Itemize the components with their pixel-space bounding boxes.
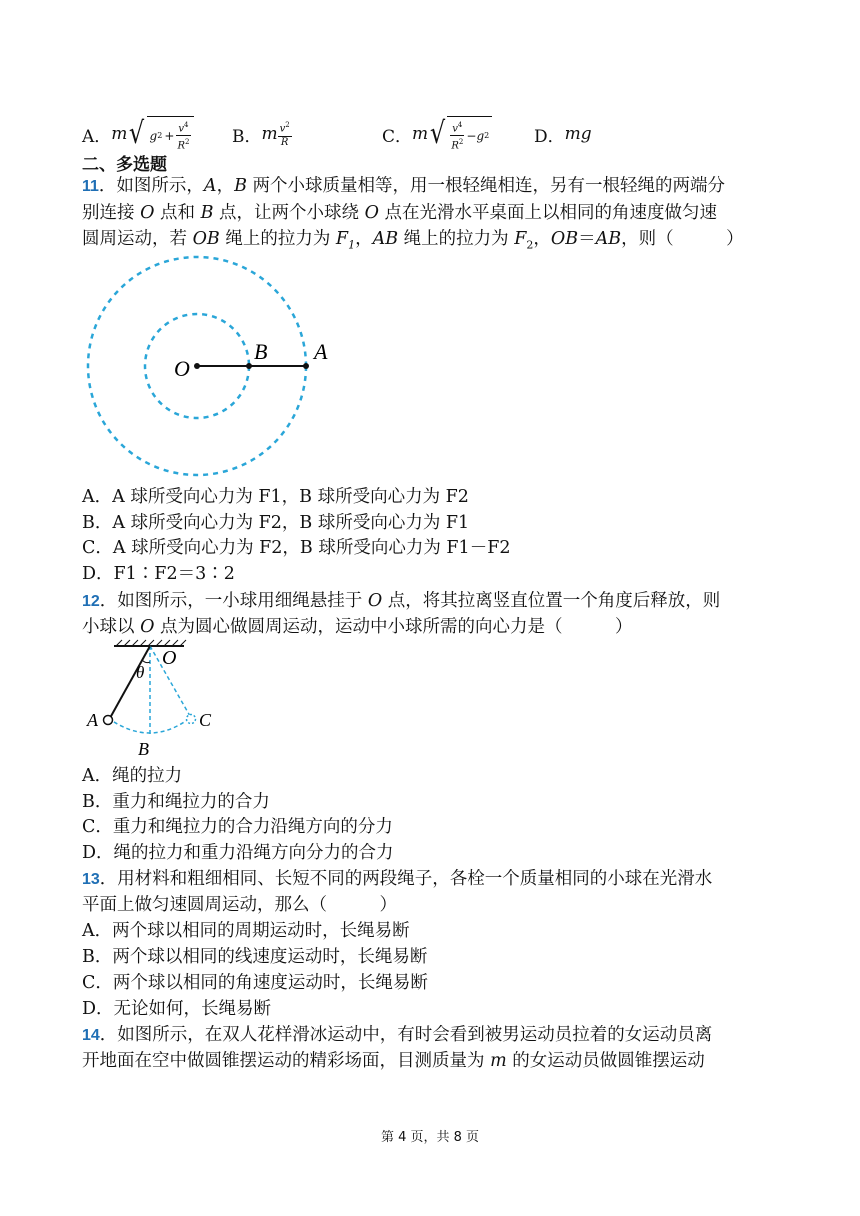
label-b: B bbox=[254, 339, 268, 364]
option-label: A． bbox=[82, 126, 112, 147]
q12-option-d: D．绳的拉力和重力沿绳方向分力的合力 bbox=[82, 843, 394, 863]
label-a: A bbox=[87, 710, 98, 730]
q11-option-b: B．A 球所受向心力为 F2，B 球所受向心力为 F1 bbox=[82, 513, 470, 533]
fraction: $\frac{v^4}{R^2}$ bbox=[451, 120, 464, 152]
q13-option-d: D．无论如何，长绳易断 bbox=[82, 999, 272, 1019]
q10-options bbox=[82, 112, 802, 156]
question-number: 11 bbox=[82, 178, 99, 195]
q13-option-b: B．两个球以相同的线速度运动时，长绳易断 bbox=[82, 947, 428, 967]
label-b: B bbox=[138, 739, 149, 759]
ball-a bbox=[104, 716, 113, 725]
sqrt-expression bbox=[127, 116, 193, 153]
rope-line bbox=[110, 646, 150, 718]
q12-stem-line-2: 小球以 O 点为圆心做圆周运动，运动中小球所需的向心力是（ ） bbox=[82, 617, 633, 637]
question-number: 12 bbox=[82, 593, 100, 610]
option-label: B． bbox=[232, 126, 262, 147]
radicand: g 2 + $\frac{v^4}{R^2}$ bbox=[147, 116, 194, 153]
fraction: $\frac{v^2}{R}$ bbox=[279, 121, 290, 148]
q11-option-a: A．A 球所受向心力为 F1，B 球所受向心力为 F2 bbox=[82, 487, 469, 507]
q11-stem-line-3: 圆周运动，若 OB 绳上的拉力为 $F_1$，AB 绳上的拉力为 $F_2$，OB＝AB，则（ ） bbox=[82, 229, 744, 252]
q13-stem-line-2: 平面上做匀速圆周运动，那么（ ） bbox=[82, 895, 397, 915]
q12-option-a: A．绳的拉力 bbox=[82, 766, 183, 786]
q12-option-c: C．重力和绳拉力的合力沿绳方向的分力 bbox=[82, 817, 393, 837]
q13-stem-line-1: 13．用材料和粗细相同、长短不同的两段绳子，各栓一个质量相同的小球在光滑水 bbox=[82, 869, 713, 889]
radicand: $\frac{v^4}{R^2}$ −g 2 bbox=[447, 116, 492, 153]
option-label: C． bbox=[382, 126, 413, 147]
q11-stem-line-1: 11．如图所示，A，B 两个小球质量相等，用一根轻绳相连，另有一根轻绳的两端分 bbox=[82, 176, 725, 196]
q11-option-c: C．A 球所受向心力为 F2，B 球所受向心力为 F1－F2 bbox=[82, 538, 511, 558]
fraction: $\frac{v^4}{R^2}$ bbox=[177, 120, 190, 152]
q12-stem-line-1: 12．如图所示，一小球用细绳悬挂于 O 点，将其拉离竖直位置一个角度后释放，则 bbox=[82, 591, 721, 611]
label-a: A bbox=[314, 339, 328, 364]
q10-option-d: D． mg bbox=[534, 112, 592, 156]
ball-a bbox=[303, 363, 309, 369]
section-title: 二、多选题 bbox=[82, 155, 167, 175]
q10-option-b: B． m $\frac{v^2}{R}$ bbox=[232, 121, 290, 148]
ball-c bbox=[187, 715, 196, 724]
q13-option-a: A．两个球以相同的周期运动时，长绳易断 bbox=[82, 921, 410, 941]
q12-option-b: B．重力和绳拉力的合力 bbox=[82, 792, 270, 812]
arc-path bbox=[108, 718, 190, 733]
label-o: O bbox=[174, 356, 190, 381]
point-o bbox=[194, 363, 200, 369]
q13-option-c: C．两个球以相同的角速度运动时，长绳易断 bbox=[82, 973, 428, 993]
q14-stem-line-2: 开地面在空中做圆锥摆运动的精彩场面，目测质量为 m 的女运动员做圆锥摆运动 bbox=[82, 1051, 705, 1071]
label-o: O bbox=[162, 647, 177, 669]
sqrt-sign: √ bbox=[129, 116, 145, 151]
q11-option-d: D．F1∶F2＝3∶2 bbox=[82, 564, 235, 584]
q12-pendulum-diagram bbox=[84, 640, 234, 760]
q11-circles-diagram bbox=[86, 252, 326, 480]
q10-option-c: C． m √ $\frac{v^4}{R^2}$ −g 2 bbox=[382, 112, 492, 156]
option-label: D． bbox=[534, 126, 565, 147]
sqrt-sign: √ bbox=[430, 116, 446, 151]
ball-b bbox=[246, 363, 252, 369]
variable-m: m bbox=[111, 124, 128, 144]
q11-stem-line-2: 别连接 O 点和 B 点，让两个小球绕 O 点在光滑水平桌面上以相同的角速度做匀速 bbox=[82, 203, 717, 223]
sqrt-expression bbox=[428, 116, 492, 153]
q14-stem-line-1: 14．如图所示，在双人花样滑冰运动中，有时会看到被男运动员拉着的女运动员离 bbox=[82, 1025, 713, 1045]
label-theta: θ bbox=[136, 663, 145, 682]
question-number: 13 bbox=[82, 871, 100, 888]
page-footer: 第 4 页，共 8 页 bbox=[380, 1130, 480, 1145]
question-number: 14 bbox=[82, 1027, 100, 1044]
label-c: C bbox=[199, 710, 212, 730]
